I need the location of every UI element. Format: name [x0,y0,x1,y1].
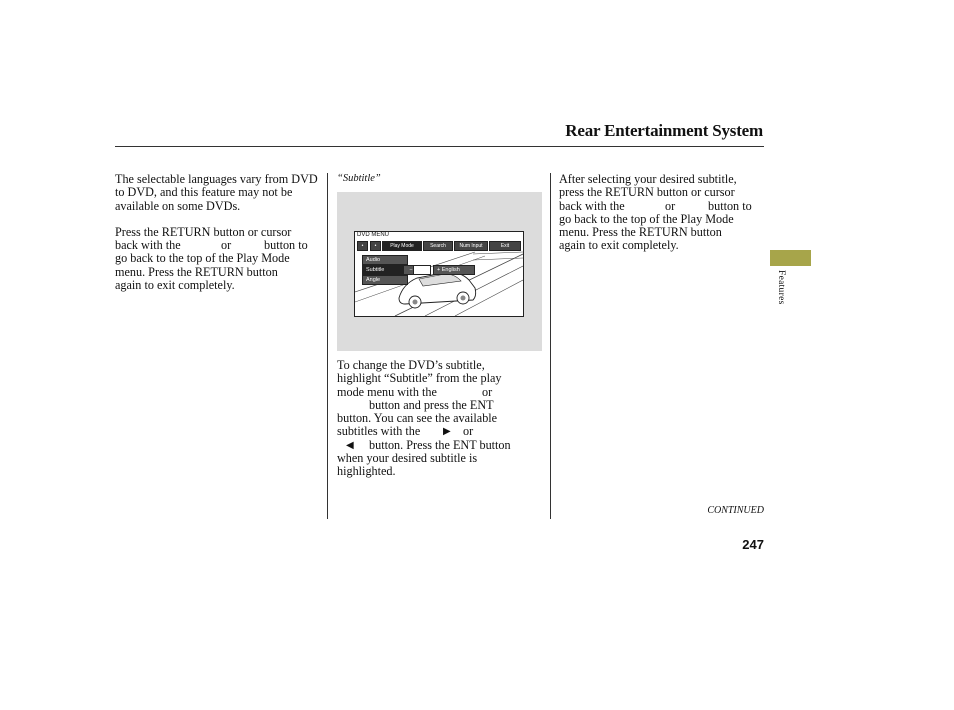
column-2-text: To change the DVD’s subtitle, highlight “Subtitle” from the play mode menu with the or button and press the ENT button. You can see the available subtitles with the ▶ or ◀ button. Press the ENT button when your desired subtitle is highlighted. [337,358,511,479]
tab-num-input[interactable]: Num Input [454,241,488,251]
column-3: After selecting your desired subtitle, press the RETURN button or cursor back with the or button to go back to the top of the Play Mode menu. Press the RETURN button again to exit completely. [559,172,752,253]
header-rule [115,146,764,147]
left-arrow-icon: ◀ [346,439,354,451]
col1-paragraph-1: The selectable languages vary from DVD to DVD, and this feature may not be available on some DVDs. [115,172,318,213]
continued-label: CONTINUED [707,505,764,516]
subtitle-minus-button[interactable]: − [403,265,419,275]
column-1 [115,173,320,292]
tab-search[interactable]: Search [423,241,453,251]
menu-item-audio[interactable]: Audio [362,255,408,265]
section-label: Features [776,270,786,305]
dvd-menu-screen [354,231,524,317]
back-icon[interactable]: • [357,241,368,251]
list-icon[interactable]: • [370,241,381,251]
menu-item-angle[interactable]: Angle [362,275,408,285]
subtitle-value-box [413,265,431,275]
column-divider-2 [550,173,551,519]
section-side-tab [770,250,811,266]
right-arrow-icon: ▶ [443,426,451,438]
tab-exit[interactable]: Exit [489,241,521,251]
dvd-menu-title: DVD MENU [357,232,390,238]
tab-play-mode[interactable]: Play Mode [382,241,422,251]
column-divider-1 [327,173,328,519]
page-title: Rear Entertainment System [565,121,763,140]
screen-caption: “Subtitle” [337,173,381,184]
page-number: 247 [742,537,764,552]
menu-item-subtitle[interactable]: Subtitle [362,265,408,275]
subtitle-value-english[interactable]: + English [433,265,475,275]
col1-paragraph-2: Press the RETURN button or cursor back with the or button to go back to the top of the Play Mode menu. Press the RETURN button again to exit completely. [115,224,308,293]
